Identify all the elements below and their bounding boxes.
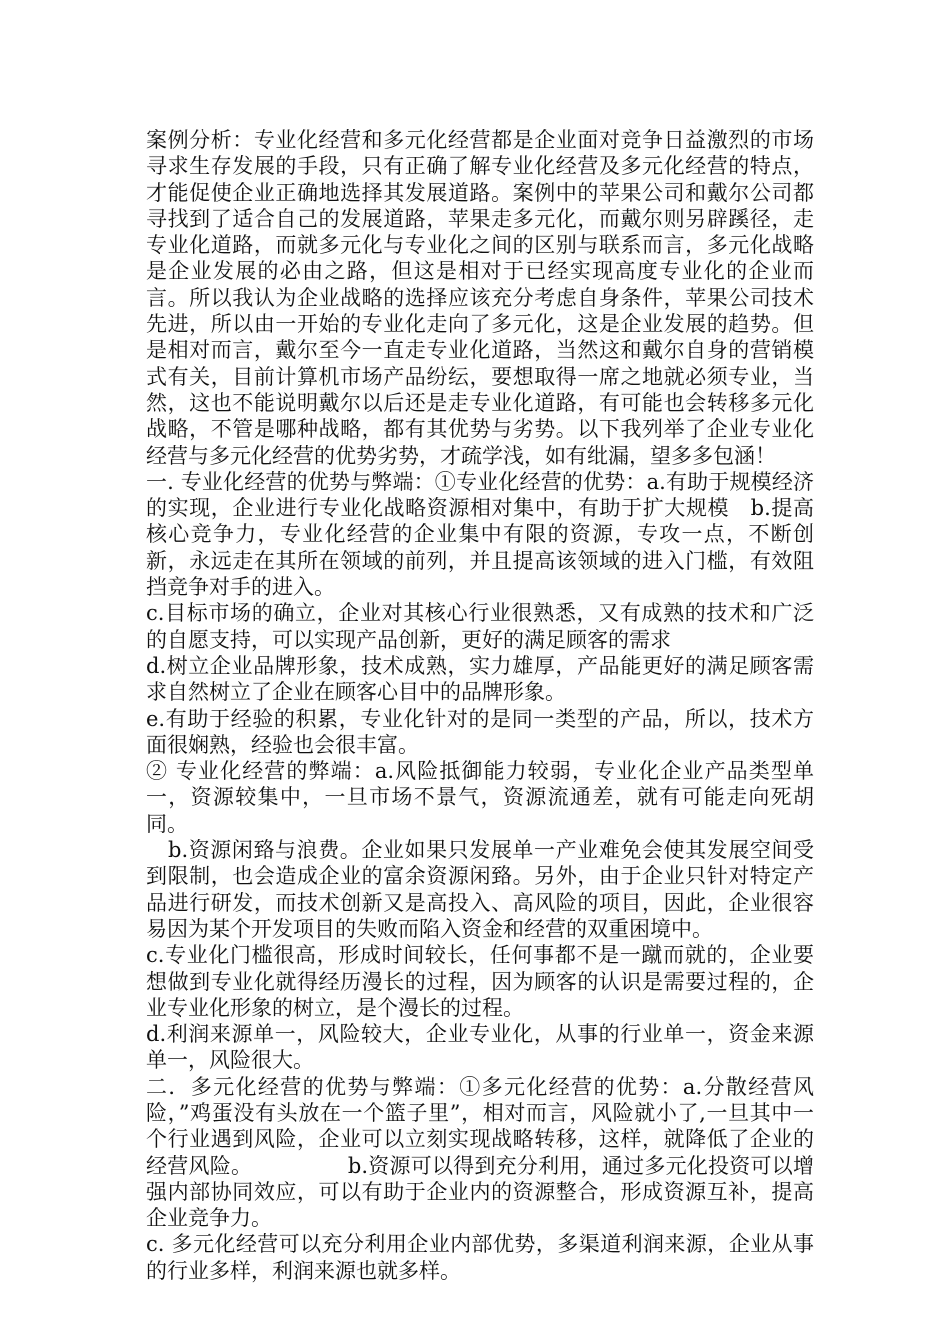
paragraph-item-c-threshold: c.专业化门槛很高，形成时间较长，任何事都不是一蹴而就的，企业要想做到专业化就得经历漫长的过程，因为顾客的认识是需要过程的，企业专业化形象的树立，是个漫长的过程。 bbox=[146, 943, 814, 1020]
paragraph-item-b-idle-resources: b.资源闲臵与浪费。企业如果只发展单一产业难免会使其发展空间受到限制，也会造成企业的富余资源闲臵。另外，由于企业只针对特定产品进行研发，而技术创新又是高投入、高风险的项目，因此，企业很容易因为某个开发项目的失败而陷入资金和经营的双重困境中。 bbox=[146, 838, 814, 941]
paragraph-item-d: d.树立企业品牌形象，技术成熟，实力雄厚，产品能更好的满足顾客需求自然树立了企业在顾客心目中的品牌形象。 bbox=[146, 653, 814, 705]
paragraph-specialization-disadvantages: ② 专业化经营的弊端：a.风险抵御能力较弱，专业化企业产品类型单一，资源较集中，一旦市场不景气，资源流通差，就有可能走向死胡同。 bbox=[146, 759, 814, 836]
paragraph-specialization-advantages: 一. 专业化经营的优势与弊端：①专业化经营的优势：a.有助于规模经济的实现，企业进行专业化战略资源相对集中，有助于扩大规模 b.提高核心竞争力，专业化经营的企业集中有限的资源，专攻一点，不断创新，永远走在其所在领域的前列，并且提高该领域的进入门槛，有效阻挡竞争对手的进入。 bbox=[146, 469, 814, 600]
paragraph-item-c: c.目标市场的确立，企业对其核心行业很熟悉，又有成熟的技术和广泛的自愿支持，可以实现产品创新，更好的满足顾客的需求 bbox=[146, 601, 814, 652]
paragraph-diversification-advantages: 二．多元化经营的优势与弊端：①多元化经营的优势：a.分散经营风险，”鸡蛋没有头放在一个篮子里”，相对而言，风险就小了,一旦其中一个行业遇到风险，企业可以立刻实现战略转移，这样，就降低了企业的经营风险。 b.资源可以得到充分利用，通过多元化投资可以增强内部协同效应，可以有助于企业内的资源整合，形成资源互补，提高企业竞争力。 bbox=[146, 1074, 814, 1231]
document-body bbox=[146, 127, 814, 1284]
paragraph-item-e: e.有助于经验的积累，专业化针对的是同一类型的产品，所以，技术方面很娴熟，经验也会很丰富。 bbox=[146, 706, 814, 757]
paragraph-item-c-diversification: c. 多元化经营可以充分利用企业内部优势，多渠道利润来源，企业从事的行业多样，利润来源也就多样。 bbox=[146, 1232, 814, 1283]
paragraph-item-d-profit-source: d.利润来源单一，风险较大，企业专业化，从事的行业单一，资金来源单一，风险很大。 bbox=[146, 1022, 814, 1073]
paragraph-case-analysis: 案例分析：专业化经营和多元化经营都是企业面对竞争日益激烈的市场寻求生存发展的手段，只有正确了解专业化经营及多元化经营的特点，才能促使企业正确地选择其发展道路。案例中的苹果公司和戴尔公司都寻找到了适合自己的发展道路，苹果走多元化，而戴尔则另辟蹊径，走专业化道路，而就多元化与专业化之间的区别与联系而言，多元化战略是企业发展的必由之路，但这是相对于已经实现高度专业化的企业而言。所以我认为企业战略的选择应该充分考虑自身条件，苹果公司技术先进，所以由一开始的专业化走向了多元化，这是企业发展的趋势。但是相对而言，戴尔至今一直走专业化道路，当然这和戴尔自身的营销模式有关，目前计算机市场产品纷纭，要想取得一席之地就必须专业，当然，这也不能说明戴尔以后还是走专业化道路，有可能也会转移多元化战略，不管是哪种战略，都有其优势与劣势。以下我列举了企业专业化经营与多元化经营的优势劣势，才疏学浅，如有纰漏，望多多包涵！ bbox=[146, 128, 814, 468]
